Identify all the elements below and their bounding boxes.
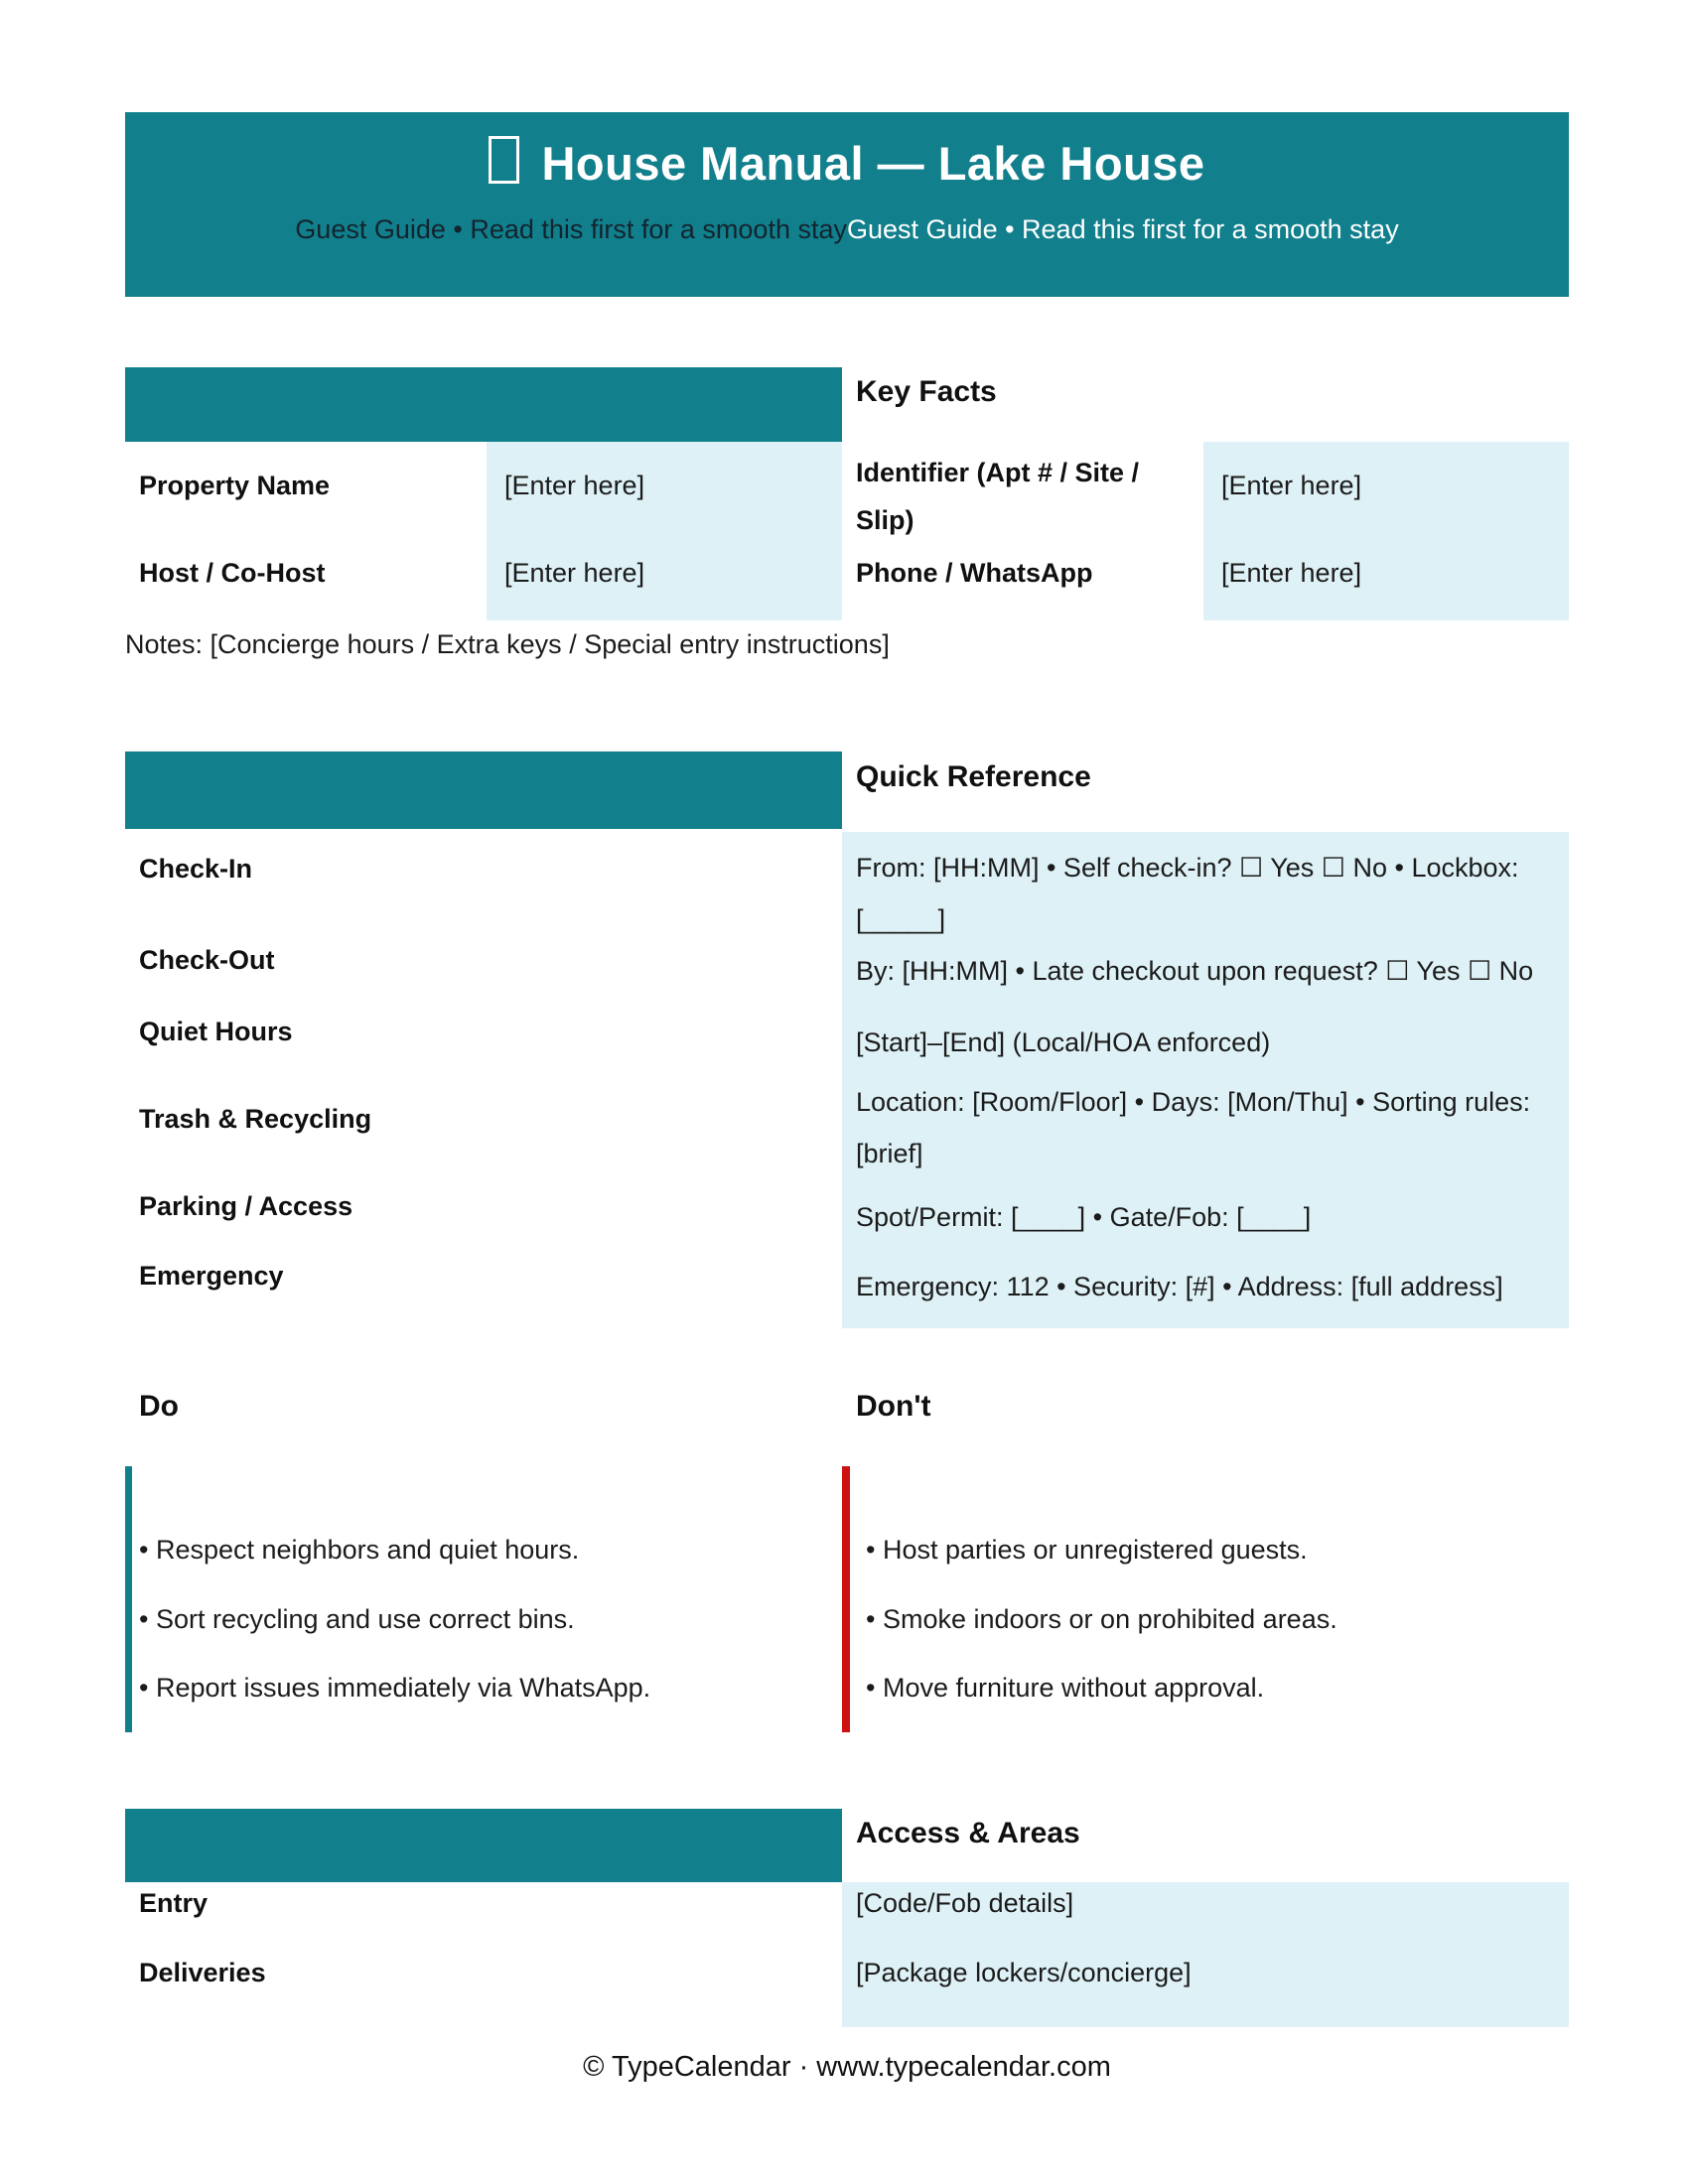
key-facts-accent-bar [125, 367, 842, 442]
quick-reference-accent-bar [125, 751, 842, 829]
entry-input[interactable]: [Code/Fob details] [856, 1888, 1074, 1918]
trash-recycling-label: Trash & Recycling [139, 1104, 372, 1134]
house-icon [489, 136, 519, 184]
parking-access-label: Parking / Access [139, 1191, 353, 1221]
dont-accent-rule [842, 1466, 850, 1732]
key-facts-input-cell-left[interactable] [487, 442, 842, 620]
dont-heading: Don't [856, 1390, 931, 1423]
checkin-value: From: [HH:MM] • Self check-in? ☐ Yes ☐ No • Lockbox: [_____] [856, 853, 1519, 934]
quiet-hours-value: [Start]–[End] (Local/HOA enforced) [856, 1027, 1271, 1057]
trash-recycling-value: Location: [Room/Floor] • Days: [Mon/Thu] • Sorting rules: [brief] [856, 1087, 1531, 1168]
dont-item: • Move furniture without approval. [866, 1673, 1265, 1703]
identifier-input[interactable]: [Enter here] [1221, 471, 1362, 500]
subtitle-dark-text: Guest Guide • Read this first for a smooth stay [295, 214, 847, 244]
header-band [125, 112, 1569, 297]
dont-item: • Smoke indoors or on prohibited areas. [866, 1604, 1337, 1634]
phone-input[interactable]: [Enter here] [1221, 558, 1362, 588]
deliveries-label: Deliveries [139, 1958, 266, 1987]
property-name-label: Property Name [139, 471, 331, 500]
identifier-label: Identifier (Apt # / Site / Slip) [856, 458, 1140, 535]
do-heading: Do [139, 1390, 179, 1423]
subtitle-light-text: Guest Guide • Read this first for a smooth stay [847, 214, 1399, 244]
checkout-label: Check-Out [139, 945, 275, 975]
emergency-label: Emergency [139, 1261, 284, 1291]
notes-line: Notes: [Concierge hours / Extra keys / Special entry instructions] [125, 629, 890, 659]
deliveries-input[interactable]: [Package lockers/concierge] [856, 1958, 1192, 1987]
footer-credit: © TypeCalendar · www.typecalendar.com [583, 2051, 1111, 2083]
do-item: • Sort recycling and use correct bins. [139, 1604, 575, 1634]
host-label: Host / Co-Host [139, 558, 326, 588]
quiet-hours-label: Quiet Hours [139, 1017, 293, 1046]
checkin-label: Check-In [139, 854, 253, 884]
phone-label: Phone / WhatsApp [856, 558, 1093, 588]
access-areas-accent-bar [125, 1809, 842, 1882]
emergency-value: Emergency: 112 • Security: [#] • Address: [full address] [856, 1272, 1503, 1301]
dont-item: • Host parties or unregistered guests. [866, 1535, 1308, 1565]
do-item: • Respect neighbors and quiet hours. [139, 1535, 580, 1565]
key-facts-heading: Key Facts [856, 375, 997, 408]
quick-reference-heading: Quick Reference [856, 760, 1091, 793]
checkout-value: By: [HH:MM] • Late checkout upon request? ☐ Yes ☐ No [856, 956, 1534, 986]
host-input[interactable]: [Enter here] [504, 558, 645, 588]
key-facts-input-cell-right[interactable] [1203, 442, 1569, 620]
do-item: • Report issues immediately via WhatsApp. [139, 1673, 651, 1703]
entry-label: Entry [139, 1888, 209, 1918]
page-title-row [125, 112, 1569, 191]
property-name-input[interactable]: [Enter here] [504, 471, 645, 500]
access-areas-heading: Access & Areas [856, 1817, 1080, 1849]
parking-access-value: Spot/Permit: [____] • Gate/Fob: [____] [856, 1202, 1312, 1232]
subtitle [125, 214, 1569, 245]
page-title: House Manual — Lake House [541, 137, 1205, 190]
do-accent-rule [125, 1466, 132, 1732]
